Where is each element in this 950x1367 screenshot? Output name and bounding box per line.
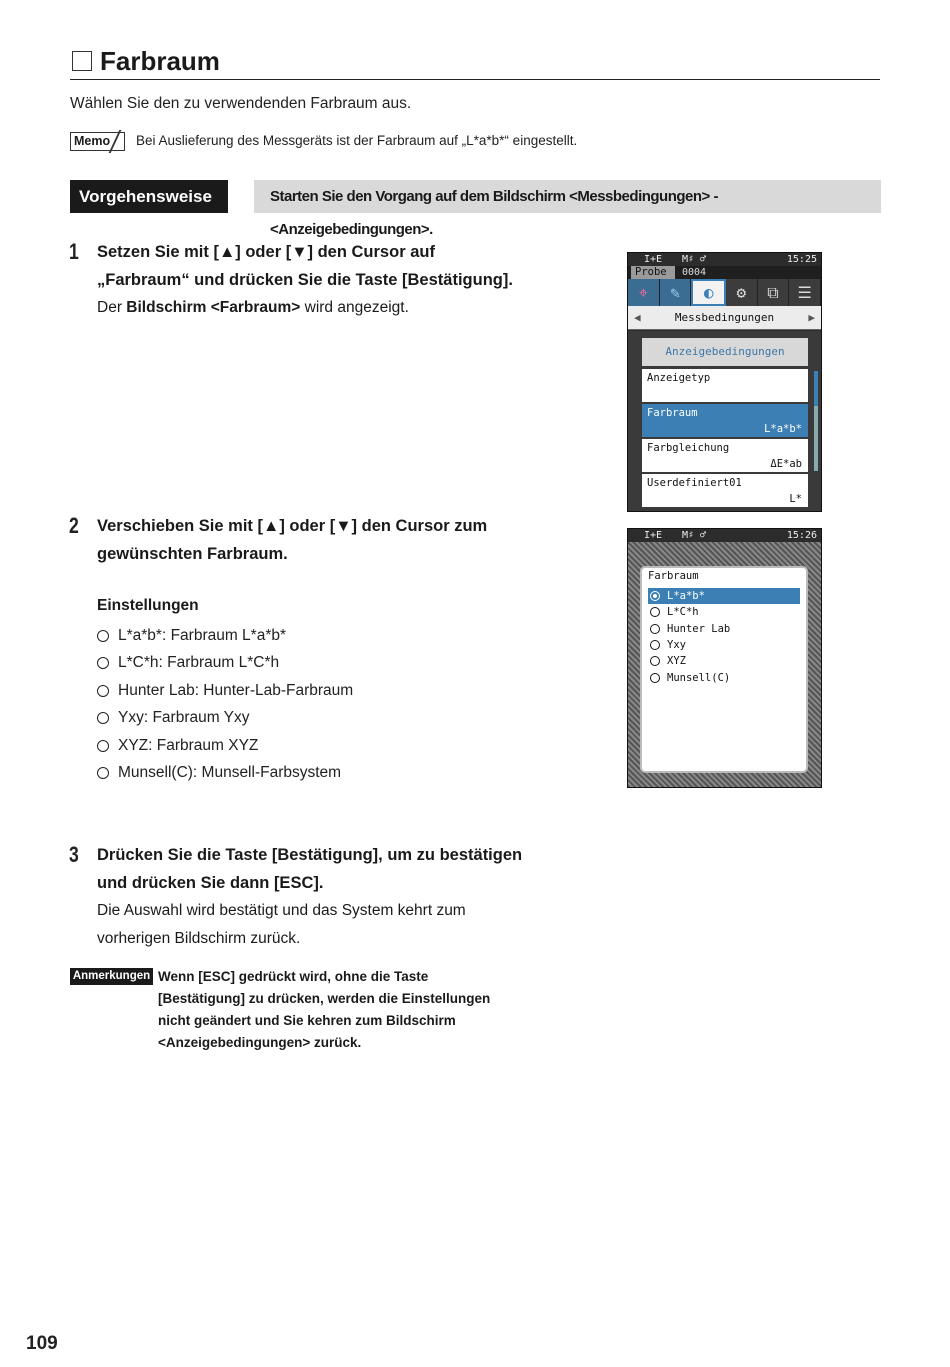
radio-icon <box>650 640 660 650</box>
radio-option-xyz[interactable] <box>648 653 800 669</box>
radio-selected-icon <box>650 591 660 601</box>
step-number-3: 3 <box>69 842 79 867</box>
settings-option <box>97 732 353 760</box>
device-header-title: Messbedingungen <box>674 311 775 324</box>
copy-icon[interactable]: ⧉ <box>758 279 790 306</box>
step-3-line1: Drücken Sie die Taste [Bestätigung], um zu bestätigen <box>97 846 523 864</box>
radio-option-label: Yxy <box>667 639 686 652</box>
list-icon[interactable]: ☰ <box>789 279 821 306</box>
step-3-text <box>97 842 537 952</box>
radio-option-label: Munsell(C) <box>667 671 731 684</box>
step-1-line3-pre: Der <box>97 299 127 316</box>
status-mode: I+E <box>644 254 663 265</box>
device-tab-bar <box>628 279 821 306</box>
radio-icon <box>650 656 660 666</box>
step-3-line2: und drücken Sie dann [ESC]. <box>97 873 324 892</box>
settings-option-label: XYZ: Farbraum XYZ <box>118 736 259 754</box>
settings-option <box>97 760 353 788</box>
page-title: Farbraum <box>100 46 220 76</box>
settings-option <box>97 677 353 705</box>
menu-item-label: Farbraum <box>647 407 698 419</box>
radio-icon <box>650 624 660 634</box>
procedure-instruction: Starten Sie den Vorgang auf dem Bildschirm <Messbedingungen> - <Anzeigebedingungen>. <box>254 180 881 213</box>
menu-item-userdefiniert01[interactable] <box>642 474 808 507</box>
device-status-bar <box>628 529 821 542</box>
circle-icon <box>97 657 109 669</box>
target-icon[interactable]: ⌖ <box>628 279 660 306</box>
status-time: 15:26 <box>786 530 817 541</box>
menu-item-label: Farbgleichung <box>647 442 730 454</box>
memo-text: Bei Auslieferung des Messgeräts ist der Farbraum auf „L*a*b*“ eingestellt. <box>136 133 578 148</box>
radio-option-label: L*C*h <box>667 606 699 619</box>
step-1-text <box>97 239 537 322</box>
circle-icon <box>97 630 109 642</box>
settings-option-label: L*a*b*: Farbraum L*a*b* <box>118 626 287 644</box>
step-3-line3: Die Auswahl wird bestätigt und das System kehrt zum <box>97 902 466 919</box>
status-icons: M♯ ♂ <box>682 530 707 541</box>
intro-text: Wählen Sie den zu verwendenden Farbraum aus. <box>70 95 412 112</box>
status-mode: I+E <box>644 530 663 541</box>
anmerkungen-badge: Anmerkungen <box>70 968 153 985</box>
step-number-1: 1 <box>69 239 79 264</box>
title-checkbox-icon <box>72 51 92 71</box>
device-scrollbar[interactable] <box>814 371 818 471</box>
device-screen-messbedingungen <box>627 252 822 512</box>
step-1-line3-post: wird angezeigt. <box>300 299 409 316</box>
settings-title: Einstellungen <box>97 597 199 614</box>
procedure-badge: Vorgehensweise <box>70 180 228 213</box>
menu-item-value: L* <box>789 493 802 505</box>
device-menu-body <box>628 331 821 511</box>
page-title-row <box>70 44 880 80</box>
page-number: 109 <box>26 1333 58 1354</box>
gear-icon[interactable]: ⚙ <box>726 279 758 306</box>
settings-option-label: Munsell(C): Munsell-Farbsystem <box>118 764 342 782</box>
dialog-option-list <box>648 588 800 686</box>
farbraum-dialog <box>640 566 808 773</box>
step-1-line1: Setzen Sie mit [▲] oder [▼] den Cursor auf <box>97 243 435 261</box>
settings-option-list <box>97 622 353 787</box>
arrow-right-icon[interactable]: ▶ <box>808 311 815 324</box>
radio-option-label: L*a*b* <box>667 590 705 603</box>
menu-item-farbraum[interactable] <box>642 404 808 437</box>
wrench-icon[interactable]: ✎ <box>660 279 692 306</box>
arrow-left-icon[interactable]: ◀ <box>634 311 641 324</box>
radio-icon <box>650 673 660 683</box>
settings-option-label: Hunter Lab: Hunter-Lab-Farbraum <box>118 681 354 699</box>
settings-option <box>97 622 353 650</box>
circle-icon <box>97 740 109 752</box>
settings-option-label: Yxy: Farbraum Yxy <box>118 709 250 727</box>
step-2-text <box>97 513 537 568</box>
menu-item-value: ΔE*ab <box>770 458 802 470</box>
step-3-line4: vorherigen Bildschirm zurück. <box>97 929 301 947</box>
step-1-line2: „Farbraum“ und drücken Sie die Taste [Bestätigung]. <box>97 270 513 289</box>
step-1-line3-bold: Bildschirm <Farbraum> <box>126 299 301 316</box>
status-time: 15:25 <box>786 254 817 265</box>
radio-option-label: XYZ <box>667 655 686 668</box>
radio-option-lch[interactable] <box>648 604 800 620</box>
menu-item-value: L*a*b* <box>764 423 802 435</box>
step-number-2: 2 <box>69 513 79 538</box>
status-icons: M♯ ♂ <box>682 254 707 265</box>
circle-icon <box>97 767 109 779</box>
menu-item-anzeigetyp[interactable] <box>642 369 808 402</box>
radio-icon <box>650 607 660 617</box>
step-2-line2: gewünschten Farbraum. <box>97 544 288 563</box>
measure-icon[interactable]: ◐ <box>691 279 726 306</box>
device-screen-header <box>628 306 821 330</box>
anmerkungen-text: Wenn [ESC] gedrückt wird, ohne die Taste [Bestätigung] zu drücken, werden die Einstellungen nicht geändert und Sie kehren zum Bildschirm <Anzeigebedingungen> zurück. <box>158 969 491 1050</box>
sample-number: 0004 <box>682 267 707 278</box>
menu-item-label: Anzeigetyp <box>647 372 711 384</box>
circle-icon <box>97 685 109 697</box>
device-screen-farbraum <box>627 528 822 788</box>
device-probe-row <box>628 266 821 279</box>
circle-icon <box>97 712 109 724</box>
menu-item-farbgleichung[interactable] <box>642 439 808 472</box>
scrollbar-thumb[interactable] <box>814 371 818 406</box>
memo-badge: Memo <box>70 132 125 151</box>
dialog-title: Farbraum <box>648 570 699 582</box>
menu-item-label: Userdefiniert01 <box>647 477 742 489</box>
submenu-title: Anzeigebedingungen <box>642 338 808 366</box>
radio-option-hunter-lab[interactable] <box>648 621 800 637</box>
device-status-bar <box>628 253 821 266</box>
settings-option <box>97 650 353 678</box>
settings-option <box>97 705 353 733</box>
radio-option-munsell[interactable] <box>648 669 800 685</box>
radio-option-yxy[interactable] <box>648 637 800 653</box>
settings-option-label: L*C*h: Farbraum L*C*h <box>118 654 280 672</box>
probe-tab[interactable]: Probe <box>631 266 675 279</box>
radio-option-lab[interactable] <box>648 588 800 604</box>
radio-option-label: Hunter Lab <box>667 622 731 635</box>
step-2-line1: Verschieben Sie mit [▲] oder [▼] den Cursor zum <box>97 517 488 535</box>
